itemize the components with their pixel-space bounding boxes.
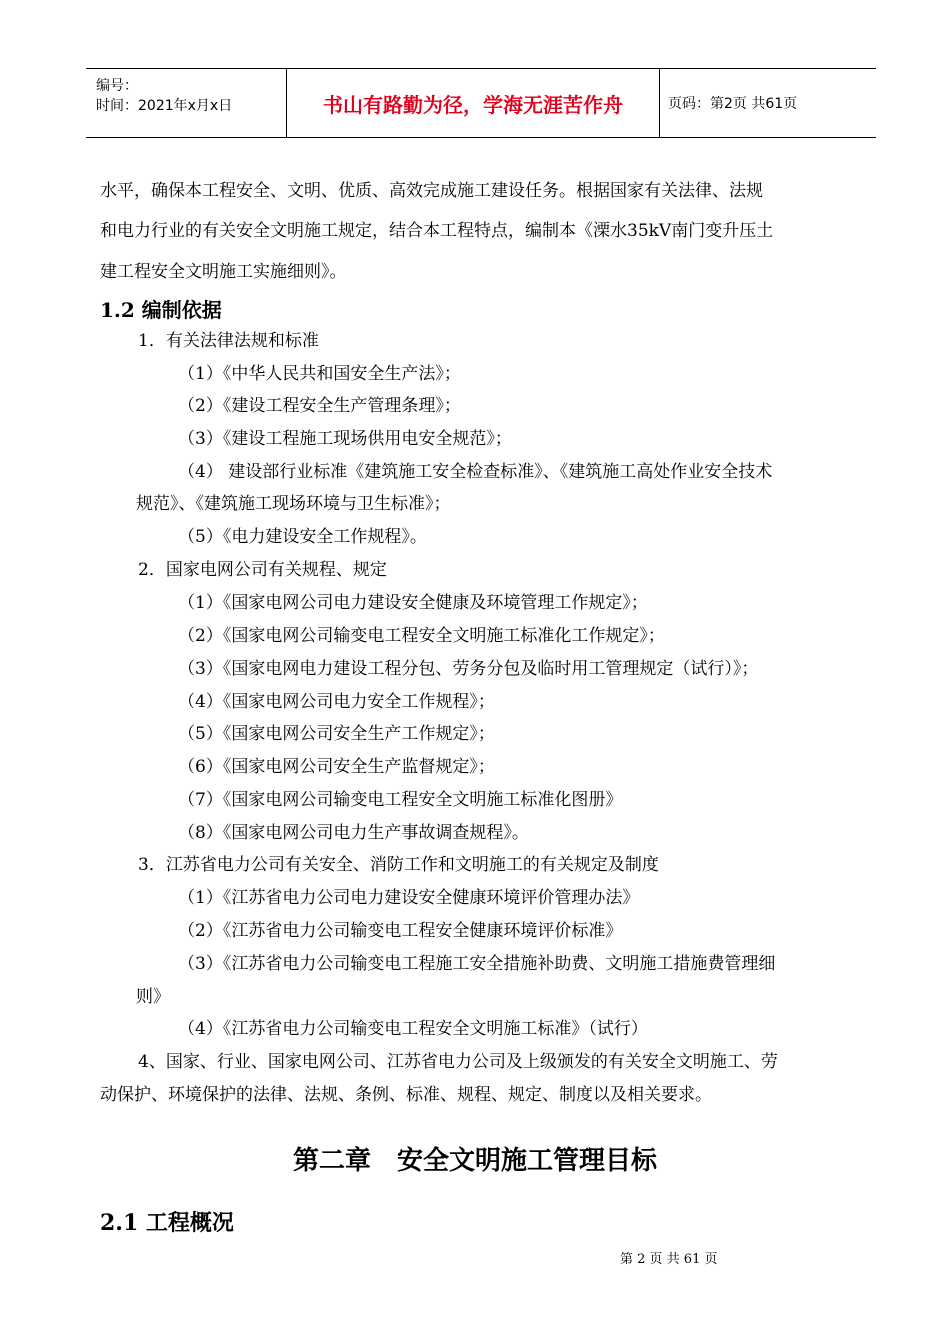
list-item: （4） 建设部行业标准《建筑施工安全检查标准》、《建筑施工高处作业安全技术 <box>178 462 773 482</box>
list-item: （5）《电力建设安全工作规程》。 <box>178 527 427 547</box>
list-item: （6）《国家电网公司安全生产监督规定》； <box>178 757 495 777</box>
header-meta <box>86 69 286 137</box>
list-item: （3）《建设工程施工现场供用电安全规范》； <box>178 429 512 449</box>
header-motto: 书山有路勤为径，学海无涯苦作舟 <box>323 92 623 117</box>
page-header <box>86 68 876 138</box>
paragraph-line: 动保护、环境保护的法律、法规、条例、标准、规程、规定、制度以及相关要求。 <box>100 1085 712 1105</box>
document-time-label: 时间：2021年x月x日 <box>96 98 233 114</box>
list-group-title: 1．有关法律法规和标准 <box>138 331 319 351</box>
header-page-label: 页码：第2页 共61页 <box>668 96 798 112</box>
header-divider <box>659 69 660 137</box>
list-item: （2）《国家电网公司输变电工程安全文明施工标准化工作规定》； <box>178 626 665 646</box>
list-item: （3）《国家电网电力建设工程分包、劳务分包及临时用工管理规定（试行）》； <box>178 659 759 679</box>
chapter-title: 第二章 安全文明施工管理目标 <box>292 1146 657 1176</box>
list-item: （2）《江苏省电力公司输变电工程安全健康环境评价标准》 <box>178 921 623 941</box>
paragraph-line: 4、国家、行业、国家电网公司、江苏省电力公司及上级颁发的有关安全文明施工、劳 <box>138 1052 778 1072</box>
list-group-title: 2．国家电网公司有关规程、规定 <box>138 560 387 580</box>
section-heading: 1.2 编制依据 <box>100 298 222 322</box>
page-footer: 第 2 页 共 61 页 <box>620 1252 718 1267</box>
list-item: （1）《中华人民共和国安全生产法》； <box>178 364 461 384</box>
list-item: （8）《国家电网公司电力生产事故调查规程》。 <box>178 823 529 843</box>
paragraph-line: 建工程安全文明施工实施细则》。 <box>100 262 347 282</box>
list-item: 规范》、《建筑施工现场环境与卫生标准》； <box>136 494 451 514</box>
list-item: （1）《国家电网公司电力建设安全健康及环境管理工作规定》； <box>178 593 648 613</box>
list-item: （4）《国家电网公司电力安全工作规程》； <box>178 692 495 712</box>
list-item: （7）《国家电网公司输变电工程安全文明施工标准化图册》 <box>178 790 623 810</box>
section-heading: 2.1 工程概况 <box>100 1210 234 1236</box>
list-item: （5）《国家电网公司安全生产工作规定》； <box>178 724 495 744</box>
list-item: （3）《江苏省电力公司输变电工程施工安全措施补助费、文明施工措施费管理细 <box>178 954 776 974</box>
list-item: （1）《江苏省电力公司电力建设安全健康环境评价管理办法》 <box>178 888 640 908</box>
document-number-label: 编号： <box>96 78 138 94</box>
list-group-title: 3．江苏省电力公司有关安全、消防工作和文明施工的有关规定及制度 <box>138 855 659 875</box>
paragraph-line: 水平，确保本工程安全、文明、优质、高效完成施工建设任务。根据国家有关法律、法规 <box>100 181 763 201</box>
list-item: （4）《江苏省电力公司输变电工程安全文明施工标准》（试行） <box>178 1019 648 1039</box>
list-item: 则》 <box>136 987 170 1007</box>
paragraph-line: 和电力行业的有关安全文明施工规定，结合本工程特点，编制本《溧水35kV南门变升压土 <box>100 221 774 241</box>
list-item: （2）《建设工程安全生产管理条理》； <box>178 396 461 416</box>
